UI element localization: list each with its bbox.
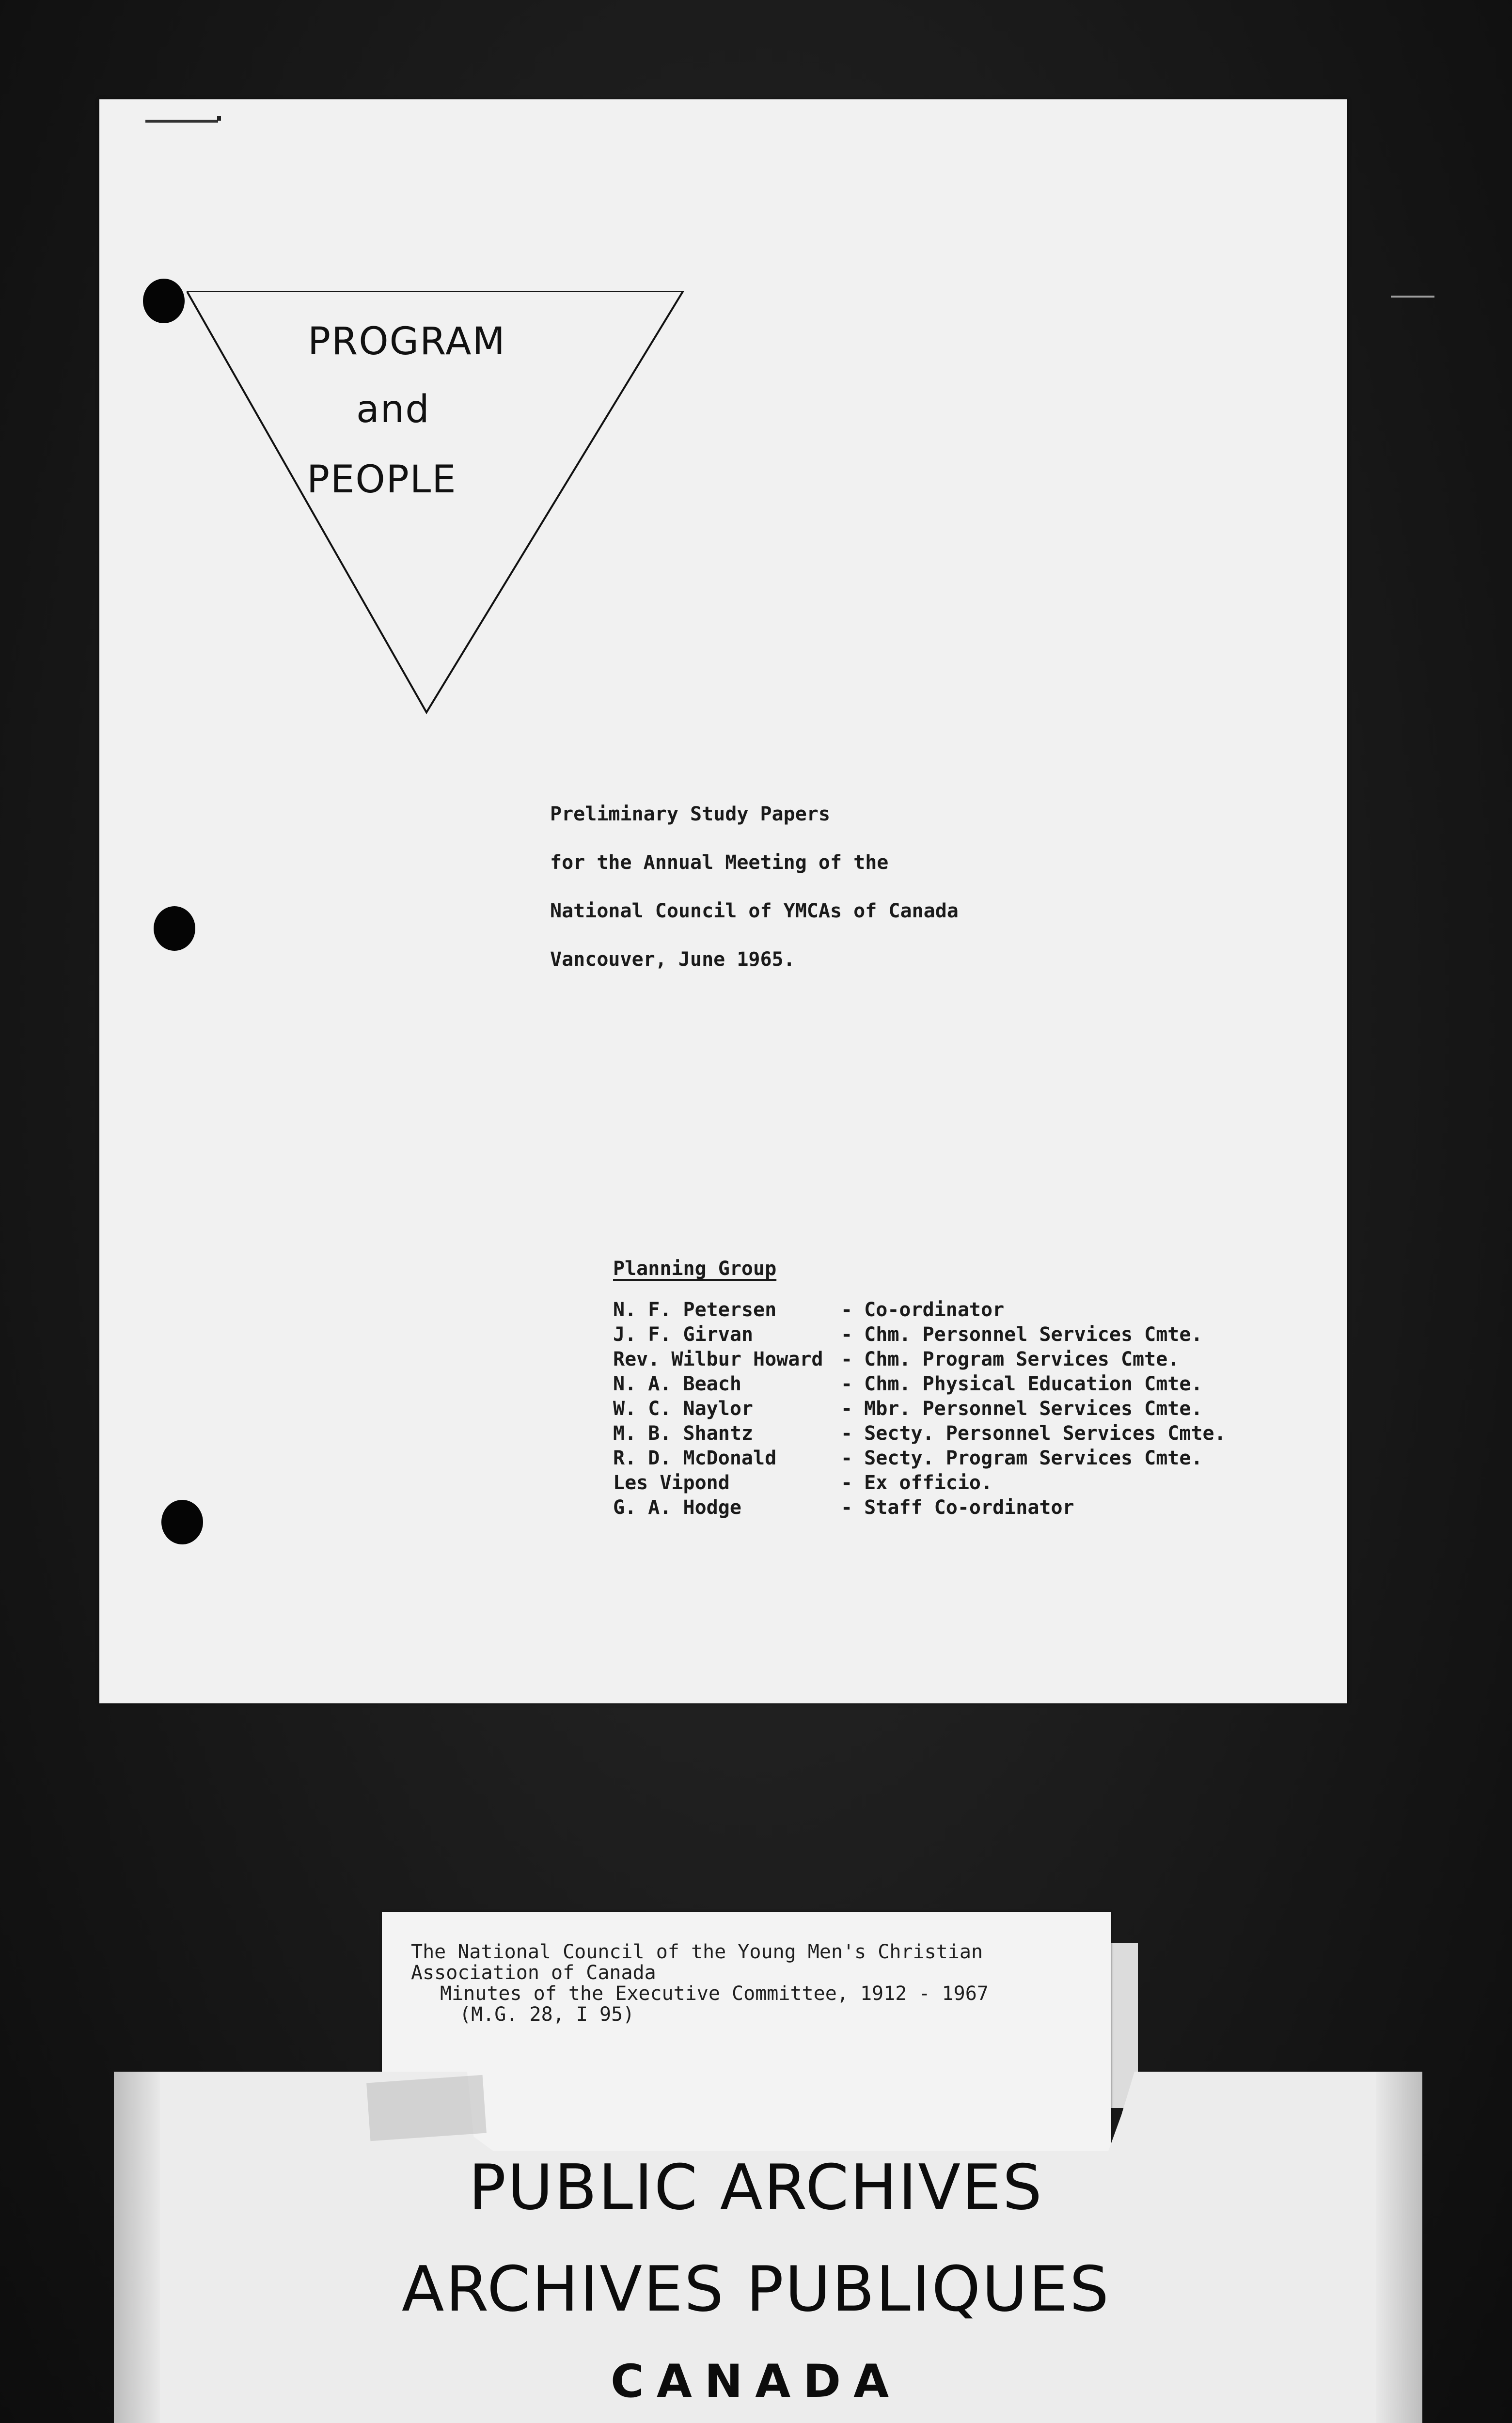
punch-hole-bottom <box>161 1500 203 1544</box>
preliminary-block <box>550 790 959 984</box>
planning-group-title: Planning Group <box>613 1258 777 1280</box>
slip-line-4: (M.G. 28, I 95) <box>459 2003 635 2026</box>
member-role: - Secty. Program Services Cmte. <box>841 1447 1203 1469</box>
prelim-line-1: Preliminary Study Papers <box>550 803 830 825</box>
member-name: Les Vipond <box>613 1471 730 1494</box>
logo-program: PROGRAM <box>308 320 506 363</box>
member-name: N. A. Beach <box>613 1372 741 1395</box>
slip-text <box>411 1942 989 2025</box>
member-role: - Ex officio. <box>841 1471 993 1494</box>
member-row <box>613 1421 1226 1446</box>
member-role: - Mbr. Personnel Services Cmte. <box>841 1397 1203 1420</box>
member-name: W. C. Naylor <box>613 1397 753 1420</box>
member-role: - Staff Co-ordinator <box>841 1496 1074 1519</box>
member-name: Rev. Wilbur Howard <box>613 1348 823 1370</box>
member-name: G. A. Hodge <box>613 1496 741 1519</box>
planning-group <box>613 1258 1226 1520</box>
archive-reference-slip <box>382 1912 1111 2159</box>
logo-and: and <box>356 388 430 431</box>
member-row <box>613 1297 1226 1322</box>
member-role: - Chm. Program Services Cmte. <box>841 1348 1180 1370</box>
slip-line-2: Association of Canada <box>411 1962 656 1984</box>
member-role: - Co-ordinator <box>841 1298 1005 1321</box>
prelim-line-3: National Council of YMCAs of Canada <box>550 900 959 922</box>
member-name: M. B. Shantz <box>613 1422 753 1445</box>
typed-document-page <box>99 99 1347 1703</box>
punch-hole-top <box>143 279 185 323</box>
slip-line-1: The National Council of the Young Men's Christian <box>411 1941 983 1963</box>
member-row <box>613 1446 1226 1470</box>
prelim-line-4: Vancouver, June 1965. <box>550 948 795 971</box>
member-name: J. F. Girvan <box>613 1323 753 1346</box>
archive-country: CANADA <box>611 2355 901 2408</box>
member-role: - Secty. Personnel Services Cmte. <box>841 1422 1226 1445</box>
member-row <box>613 1322 1226 1347</box>
member-row <box>613 1371 1226 1396</box>
punch-hole-middle <box>154 906 195 951</box>
corner-mark <box>145 120 218 123</box>
member-row <box>613 1495 1226 1520</box>
member-name: N. F. Petersen <box>613 1298 777 1321</box>
archive-title-french: ARCHIVES PUBLIQUES <box>401 2253 1111 2326</box>
member-row <box>613 1347 1226 1371</box>
member-role: - Chm. Personnel Services Cmte. <box>841 1323 1203 1346</box>
member-name: R. D. McDonald <box>613 1447 777 1469</box>
slip-line-3: Minutes of the Executive Committee, 1912 - 1967 <box>440 1982 989 2005</box>
tape-piece <box>366 2075 487 2141</box>
member-role: - Chm. Physical Education Cmte. <box>841 1372 1203 1395</box>
member-row <box>613 1396 1226 1421</box>
logo-people: PEOPLE <box>307 458 457 502</box>
member-row <box>613 1470 1226 1495</box>
archive-title-english: PUBLIC ARCHIVES <box>469 2152 1043 2224</box>
film-scratch <box>1391 296 1434 298</box>
prelim-line-2: for the Annual Meeting of the <box>550 851 889 874</box>
